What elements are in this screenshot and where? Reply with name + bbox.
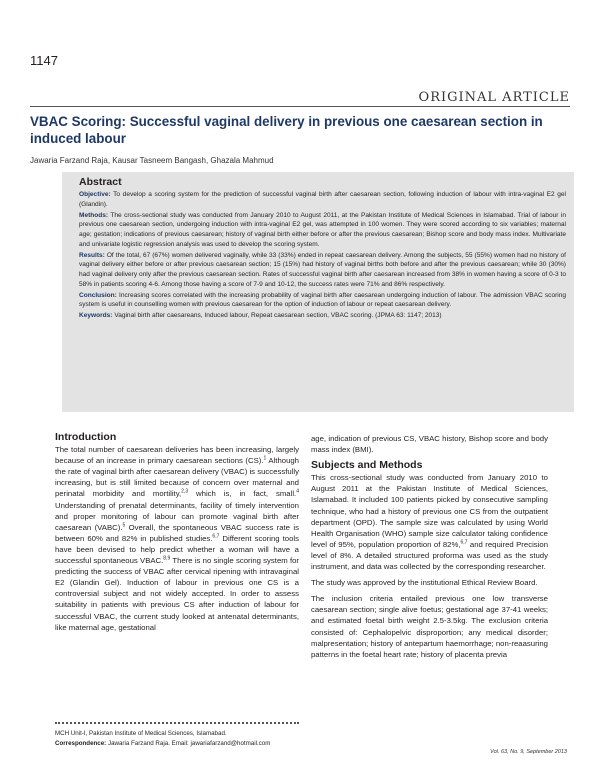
citation: 2,3 [181,488,189,495]
correspondence-text: Jawaria Farzand Raja. Email: jawariafarzand@hotmail.com [107,739,271,747]
intro-text: Overall, the spontaneous VBAC success rate is between 60% and 82% in published studies. [55,522,299,543]
results-label: Results: [79,251,105,259]
footnote-divider [55,722,299,724]
methods-paragraph [311,472,548,572]
citation: 6,7 [212,533,220,540]
criteria-paragraph: The inclusion criteria entailed previous one low transverse caesarean section; single alive foetus; gestational age 37-41 weeks; and estimated foetal birth weight 2.5-3.5kg. The exclusion criteria consisted of: Cephalopelvic disproportion; any medical disorder; malpresentation; history of antepartum haemorrhage; non-reaasuring patterns in the foetal heart rate; history of placenta previa [311,594,548,659]
objective-text: To develop a scoring system for the prediction of successful vaginal birth after caesarean section, following induction of labour with intra-vaginal E2 gel (Glandin). [79,191,567,208]
methods-text: and required Precision level of 8%. A detailed structured proforma was used as the study instrument, and data was collected by the corresponding researcher. [311,539,549,572]
results-text: Of the total, 67 (67%) women delivered vaginally, while 33 (33%) ended in repeat caesarean delivery. Among the subjects, 55 (55%) women had no history of vaginal delivery either before or after previous caesarean section; 15 (15%) had history of vaginal births both before and after the previous caesarean; while 30 (30%) had vaginal delivery only after the previous caesarean section. Rates of successful vaginal birth after caesarean increased from 38% in women having a score of 0-3 to 58% in patients scoring 4-6. Among those having a score of 7-9 and 10-12, the success rates were 71% and 86% respectively. [79,251,566,288]
journal-reference: Vol. 63, No. 9, September 2013 [490,749,567,755]
citation: 6,7 [460,539,468,546]
conclusion-label: Conclusion: [79,291,117,299]
abstract-objective [79,190,566,210]
page-number: 1147 [30,53,58,68]
abstract-box [62,172,574,412]
section-divider [30,106,570,107]
abstract-heading: Abstract [79,176,122,188]
introduction-paragraph [55,444,299,633]
methods-text: This cross-sectional study was conducted from January 2010 to August 2011 at the Pakistan Institute of Medical Sciences, Islamabad. It included 100 patients picked by consecutive sampling technique, who had a history of previous one CS from the outpatient department (OPD). The sample size was calculated by using World Health Organisation (WHO) sample size calculator taking confidence level of 95%, population proportion of 82%, [311,473,548,549]
intro-text: Although the rate of vaginal birth after caesarean delivery (VBAC) is successfully increasing, but is still limited because of concern over maternal and perinatal morbidity and mortility, [55,456,299,499]
objective-label: Objective: [79,191,111,198]
section-label: ORIGINAL ARTICLE [418,90,570,105]
introduction-heading: Introduction [55,431,117,443]
citation: 5 [122,522,126,529]
intro-text: Different scoring tools have been devised to help predict whether a woman will have a successful spontaneous VBAC. [55,533,299,566]
right-column [311,433,548,665]
left-column [55,432,299,638]
intro-text: which is, in fact, small. [188,489,297,499]
article-title: VBAC Scoring: Successful vaginal delivery in previous one caesarean section in induced labour [30,114,543,146]
citation: 8,9 [163,555,171,562]
intro-text: The total number of caesarean deliveries has been increasing, largely because of an increase in primary caesarean sections (CS). [55,445,299,466]
methods-text: The cross-sectional study was conducted from January 2010 to August 2011, at the Pakistan Institute of Medical Sciences in Islamabad. Trial of labour in previous one caesarean section, undergoing induction with intra-vaginal E2 gel, was attempted in 100 women. They were scored according to six variables; maternal age; gestation; indications of previous caesarean; history of vaginal birth either before or after the previous caesarean; Bishop score and body mass index. Multivariate and univariate logistic regression analysis was used to develop the scoring system. [79,211,566,248]
methods-label: Methods: [79,211,109,219]
abstract-keywords [79,311,566,321]
keywords-text: Vaginal birth after caesareans, Induced labour, Repeat caesarean section, VBAC scoring. (JPMA 63: 1147; 2013) [114,312,442,319]
affiliation: MCH Unit-I, Pakistan Institute of Medical Sciences, Islamabad. [55,730,227,737]
methods-heading: Subjects and Methods [311,459,423,472]
ethics-paragraph: The study was approved by the institutional Ethical Review Board. [311,578,538,588]
introduction-continuation: age, indication of previous CS, VBAC history, Bishop score and body mass index (BMI). [311,434,548,455]
intro-text: There is no single scoring system for predicting the success of VBAC after cervical ripening with intravaginal E2 (Glandin Gel). Induction of labour in previous one CS is a controversial subject and not widely accepted. In order to assess suitability in patients with previous CS after induction of labour for successful VBAC, the current study looked at antenatal determinants, like maternal age, gestational [55,556,300,632]
correspondence [55,739,305,749]
correspondence-label: Correspondence: [55,739,107,747]
citation: 1 [263,455,267,462]
article-authors: Jawaria Farzand Raja, Kausar Tasneem Bangash, Ghazala Mahmud [30,156,274,165]
conclusion-text: Increasing scores correlated with the increasing probability of vaginal birth after caesarean undergoing induction of labour. The admission VBAC scoring system is useful in counselling women with previous caesarean for the option of induction of labour or repeat caesarean delivery. [79,291,567,309]
citation: 4 [296,488,299,495]
abstract-results [79,251,566,290]
abstract-methods [79,211,566,250]
keywords-label: Keywords: [79,312,113,319]
footnote [55,729,305,748]
abstract-conclusion [79,291,566,311]
intro-text: Understanding of prenatal determinants, facility of timely intervention and proper monitoring of labour can promote vaginal birth after caesarean (VABC). [55,500,299,532]
